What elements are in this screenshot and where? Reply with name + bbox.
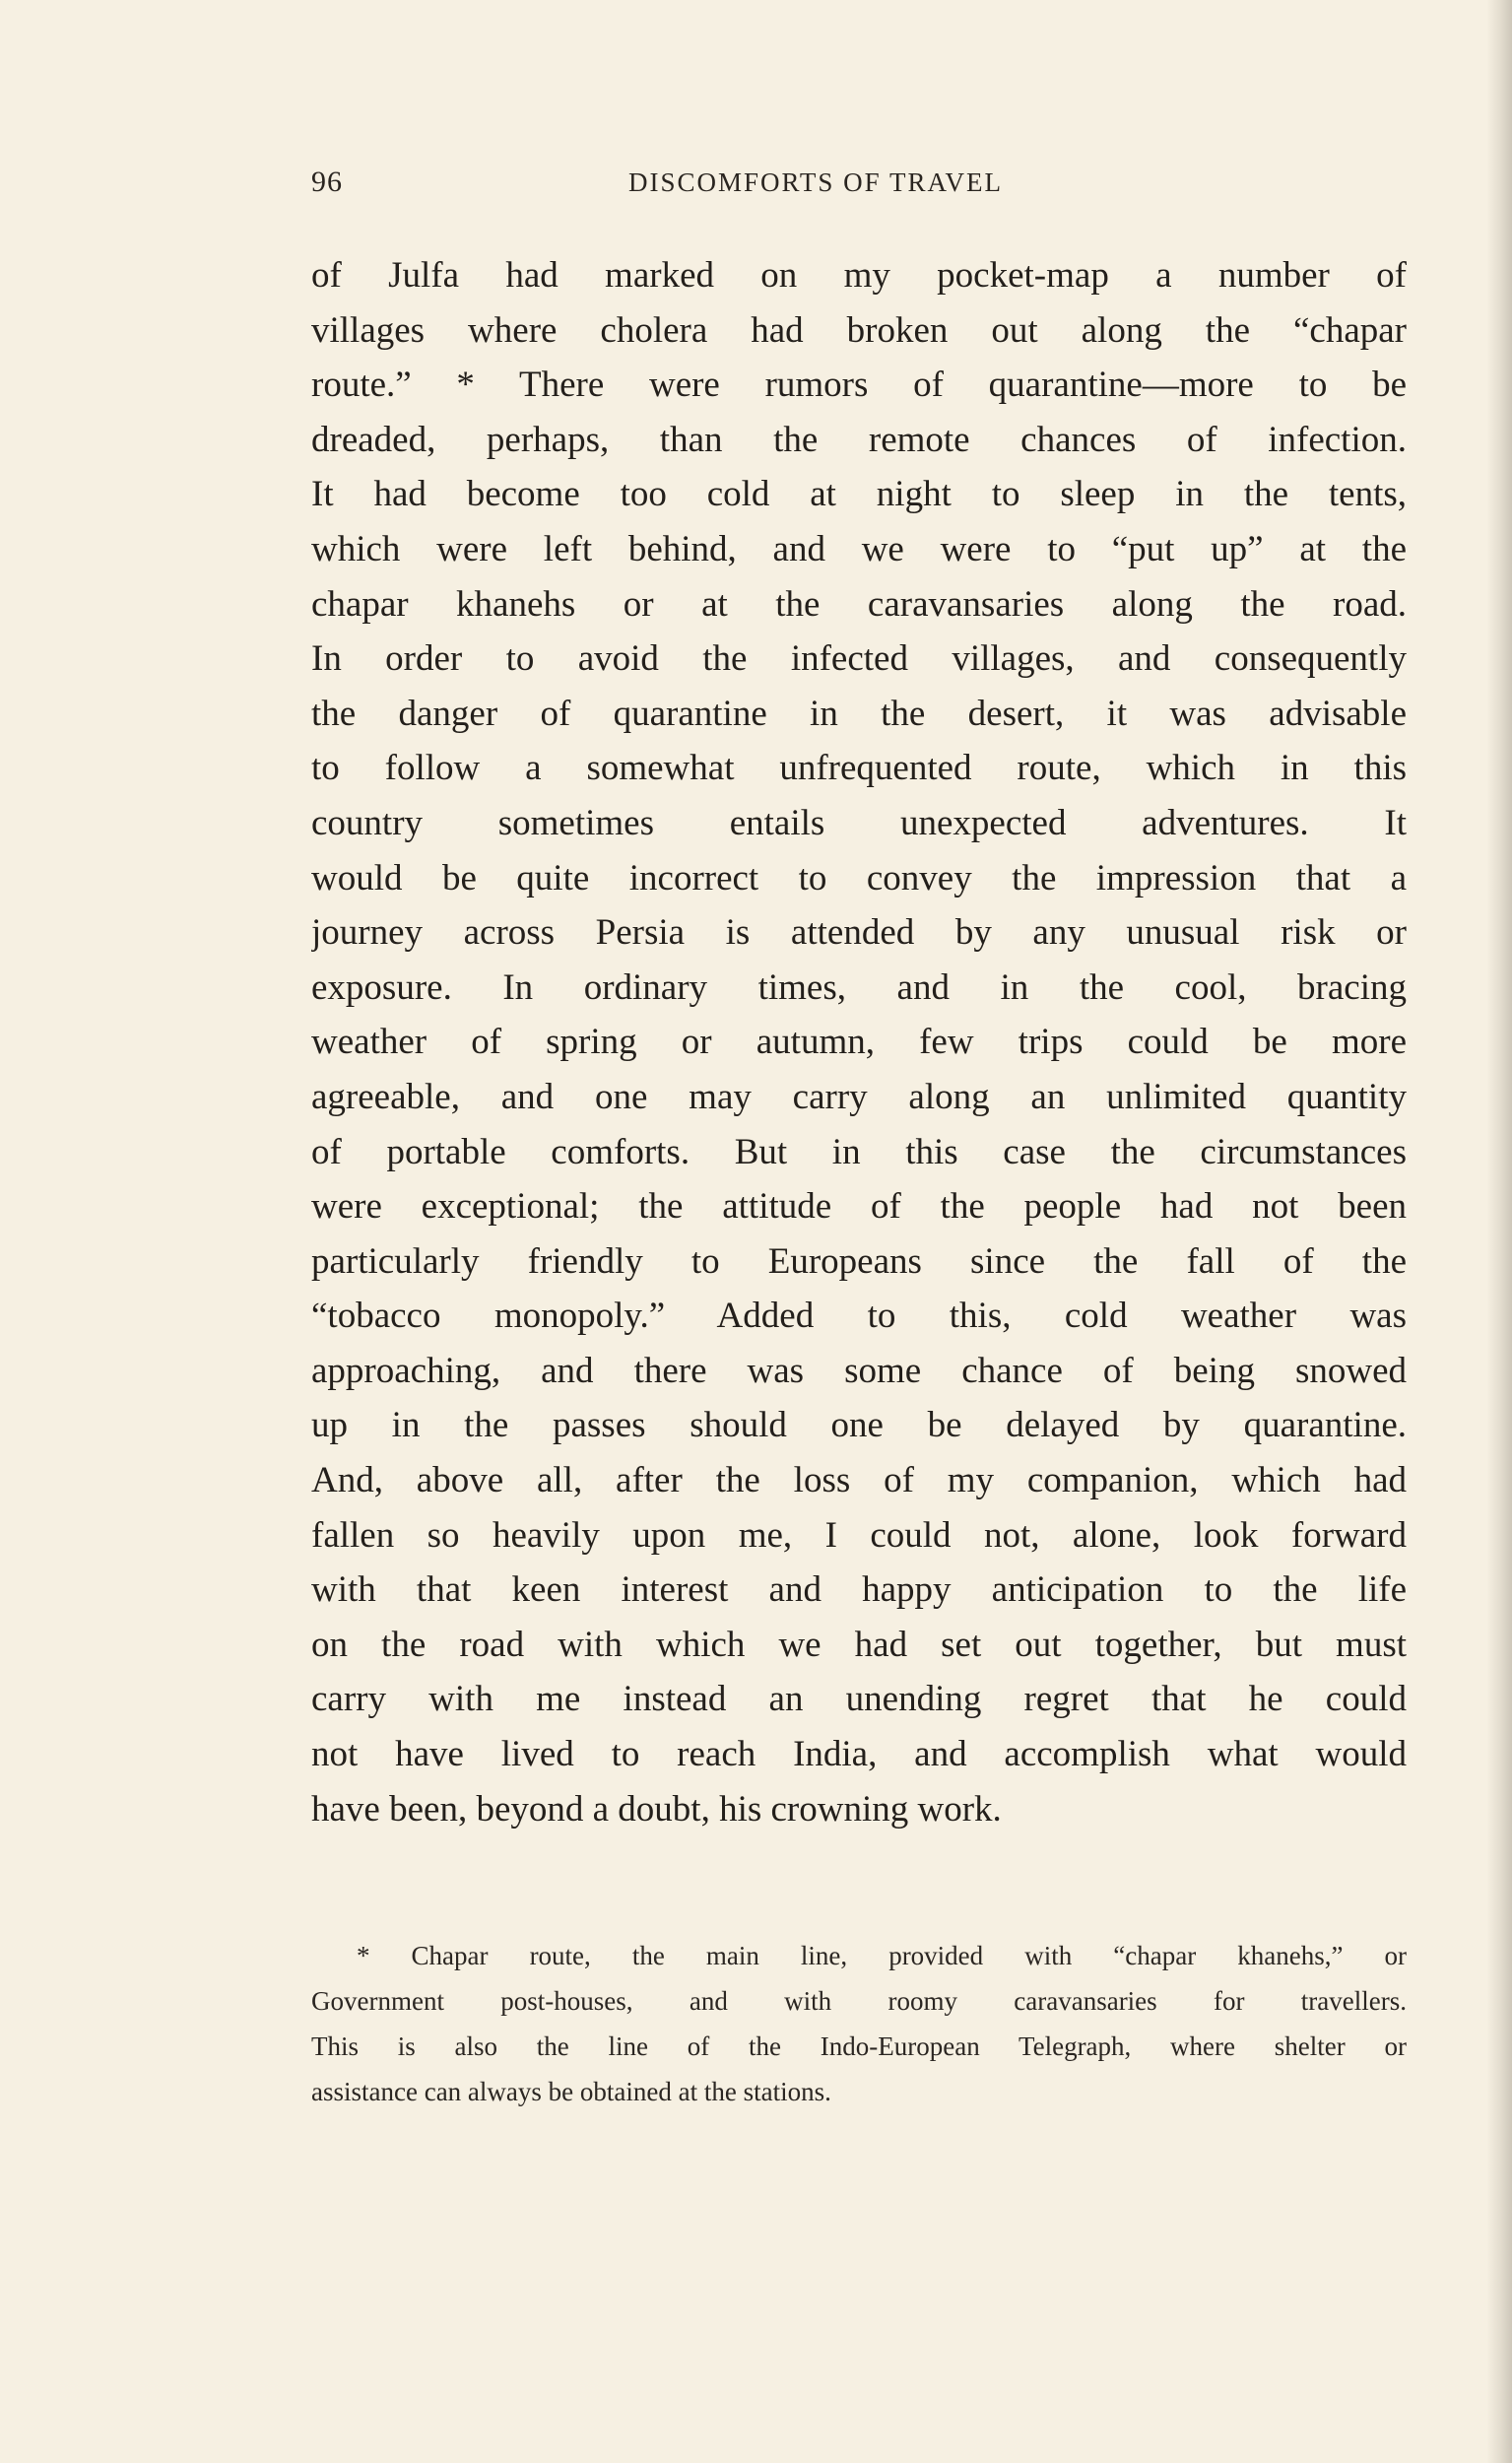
footnote-line: assistance can always be obtained at the stations. xyxy=(311,2077,831,2106)
page-header xyxy=(311,166,1407,215)
text-line: on the road with which we had set out together, but must xyxy=(311,1624,1407,1665)
text-line: villages where cholera had broken out along the “chapar xyxy=(311,309,1407,351)
page-edge-shadow xyxy=(1486,0,1512,2463)
text-line: agreeable, and one may carry along an unlimited quantity xyxy=(311,1076,1407,1117)
text-line: of Julfa had marked on my pocket-map a number of xyxy=(311,255,1407,296)
text-line: would be quite incorrect to convey the impression that a xyxy=(311,857,1407,899)
page-number: 96 xyxy=(311,166,343,198)
text-line: carry with me instead an unending regret that he could xyxy=(311,1679,1407,1720)
footnote-line: * Chapar route, the main line, provided with “chapar khanehs,” or xyxy=(357,1941,1407,1970)
body-paragraph xyxy=(311,248,1407,1836)
text-line: fallen so heavily upon me, I could not, alone, look forward xyxy=(311,1514,1407,1556)
text-line: exposure. In ordinary times, and in the cool, bracing xyxy=(311,966,1407,1008)
text-line: chapar khanehs or at the caravansaries along the road. xyxy=(311,583,1407,625)
text-line: journey across Persia is attended by any unusual risk or xyxy=(311,912,1407,954)
text-line: “tobacco monopoly.” Added to this, cold weather was xyxy=(311,1296,1407,1337)
text-line: to follow a somewhat unfrequented route, which in this xyxy=(311,748,1407,789)
text-line: the danger of quarantine in the desert, it was advisable xyxy=(311,693,1407,734)
text-line: dreaded, perhaps, than the remote chances of infection. xyxy=(311,419,1407,460)
footnote xyxy=(311,1933,1407,2114)
text-line: not have lived to reach India, and accomplish what would xyxy=(311,1734,1407,1775)
footnote-line: Government post-houses, and with roomy caravansaries for travellers. xyxy=(311,1986,1407,2016)
text-line: route.” * There were rumors of quarantine—more to be xyxy=(311,365,1407,406)
text-line: In order to avoid the infected villages, and consequently xyxy=(311,638,1407,680)
text-line: country sometimes entails unexpected adventures. It xyxy=(311,802,1407,843)
footnote-line: This is also the line of the Indo-European Telegraph, where shelter or xyxy=(311,2031,1407,2061)
text-line: And, above all, after the loss of my companion, which had xyxy=(311,1460,1407,1501)
text-line: up in the passes should one be delayed by quarantine. xyxy=(311,1405,1407,1446)
running-head: DISCOMFORTS OF TRAVEL xyxy=(628,167,1003,197)
text-line: approaching, and there was some chance of being snowed xyxy=(311,1350,1407,1391)
text-line: of portable comforts. But in this case the circumstances xyxy=(311,1131,1407,1172)
text-line: particularly friendly to Europeans since the fall of the xyxy=(311,1240,1407,1282)
text-line: weather of spring or autumn, few trips could be more xyxy=(311,1022,1407,1063)
text-line: which were left behind, and we were to “put up” at the xyxy=(311,528,1407,569)
text-line: It had become too cold at night to sleep in the tents, xyxy=(311,474,1407,515)
text-line: have been, beyond a doubt, his crowning work. xyxy=(311,1788,1002,1830)
text-line: with that keen interest and happy anticipation to the life xyxy=(311,1569,1407,1611)
text-line: were exceptional; the attitude of the people had not been xyxy=(311,1186,1407,1228)
